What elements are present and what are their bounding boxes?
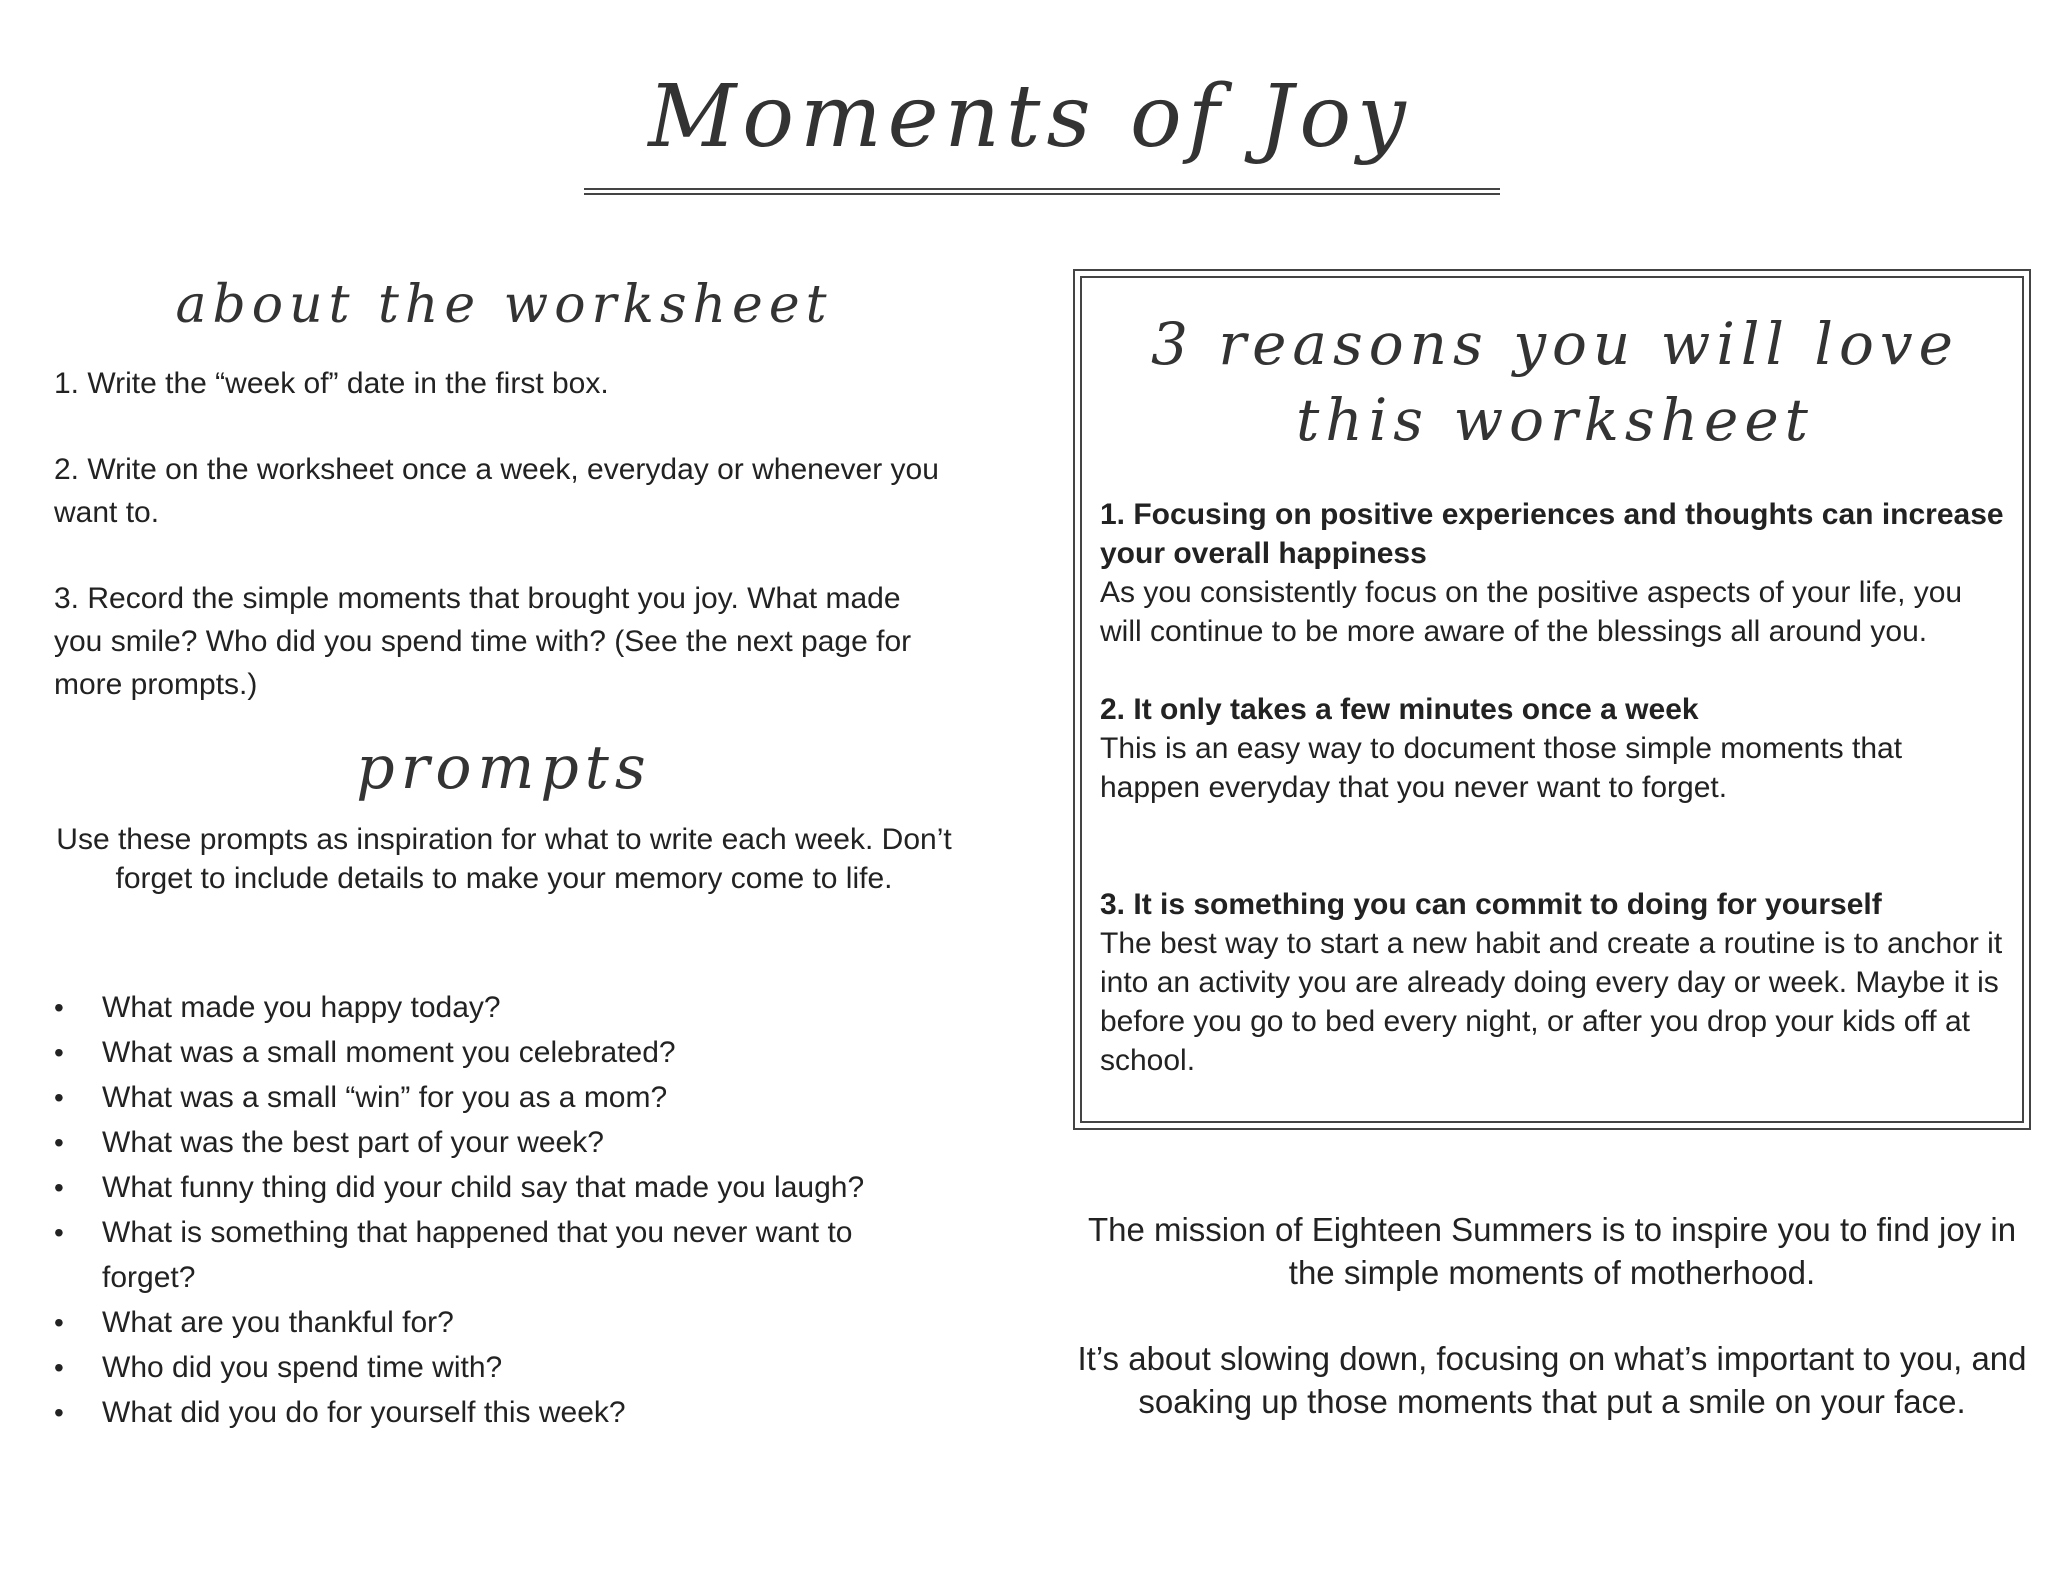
reason-item (1100, 495, 2010, 651)
reason-body: The best way to start a new habit and create a routine is to anchor it into an activity you are already doing every day or week. Maybe it is before you go to bed every night, or after you drop your kids off at school. (1100, 927, 2003, 1077)
reason-body: This is an easy way to document those simple moments that happen everyday that you never want to forget. (1100, 732, 1903, 804)
list-item: • What funny thing did your child say that made you laugh? (54, 1165, 954, 1210)
prompts-intro: Use these prompts as inspiration for what to write each week. Don’t forget to include details to make your memory come to life. (56, 823, 952, 895)
list-item: • What made you happy today? (54, 985, 954, 1030)
title-divider (584, 188, 1500, 195)
about-step-1: 1. Write the “week of” date in the first box. (54, 367, 609, 400)
page-title: Moments of Joy (648, 67, 1412, 167)
reasons-list (1100, 495, 2010, 1119)
about-heading: about the worksheet (175, 275, 833, 335)
reason-title: 2. It only takes a few minutes once a week (1100, 693, 1699, 726)
list-item: • What did you do for yourself this week? (54, 1390, 954, 1435)
list-item: • What was the best part of your week? (54, 1120, 954, 1165)
reasons-heading: 3 reasons you will love this worksheet (1151, 310, 1959, 454)
about-step-3: 3. Record the simple moments that brought you joy. What made you smile? Who did you spend time with? (See the next page for more prompts.) (54, 582, 912, 701)
reason-title: 1. Focusing on positive experiences and thoughts can increase your overall happiness (1100, 498, 2004, 570)
mission-statement (1073, 1208, 2031, 1466)
list-item: • What are you thankful for? (54, 1300, 954, 1345)
about-steps (54, 362, 954, 749)
list-item: • What was a small “win” for you as a mom? (54, 1075, 954, 1120)
prompt-list (54, 985, 954, 1435)
reason-item (1100, 885, 2010, 1080)
mission-line-1: The mission of Eighteen Summers is to inspire you to find joy in the simple moments of motherhood. (1087, 1211, 2017, 1291)
reason-body: As you consistently focus on the positive aspects of your life, you will continue to be more aware of the blessings all around you. (1100, 576, 1963, 648)
reason-title: 3. It is something you can commit to doing for yourself (1100, 888, 1882, 921)
list-item: • What is something that happened that you never want to forget? (54, 1210, 954, 1300)
spacer (1100, 846, 2010, 885)
about-step-2: 2. Write on the worksheet once a week, everyday or whenever you want to. (54, 453, 939, 529)
mission-line-2: It’s about slowing down, focusing on what’s important to you, and soaking up those moments that put a smile on your face. (1077, 1340, 2027, 1420)
reason-item (1100, 690, 2010, 807)
list-item: • What was a small moment you celebrated? (54, 1030, 954, 1075)
list-item: • Who did you spend time with? (54, 1345, 954, 1390)
prompts-heading: prompts (356, 733, 652, 803)
